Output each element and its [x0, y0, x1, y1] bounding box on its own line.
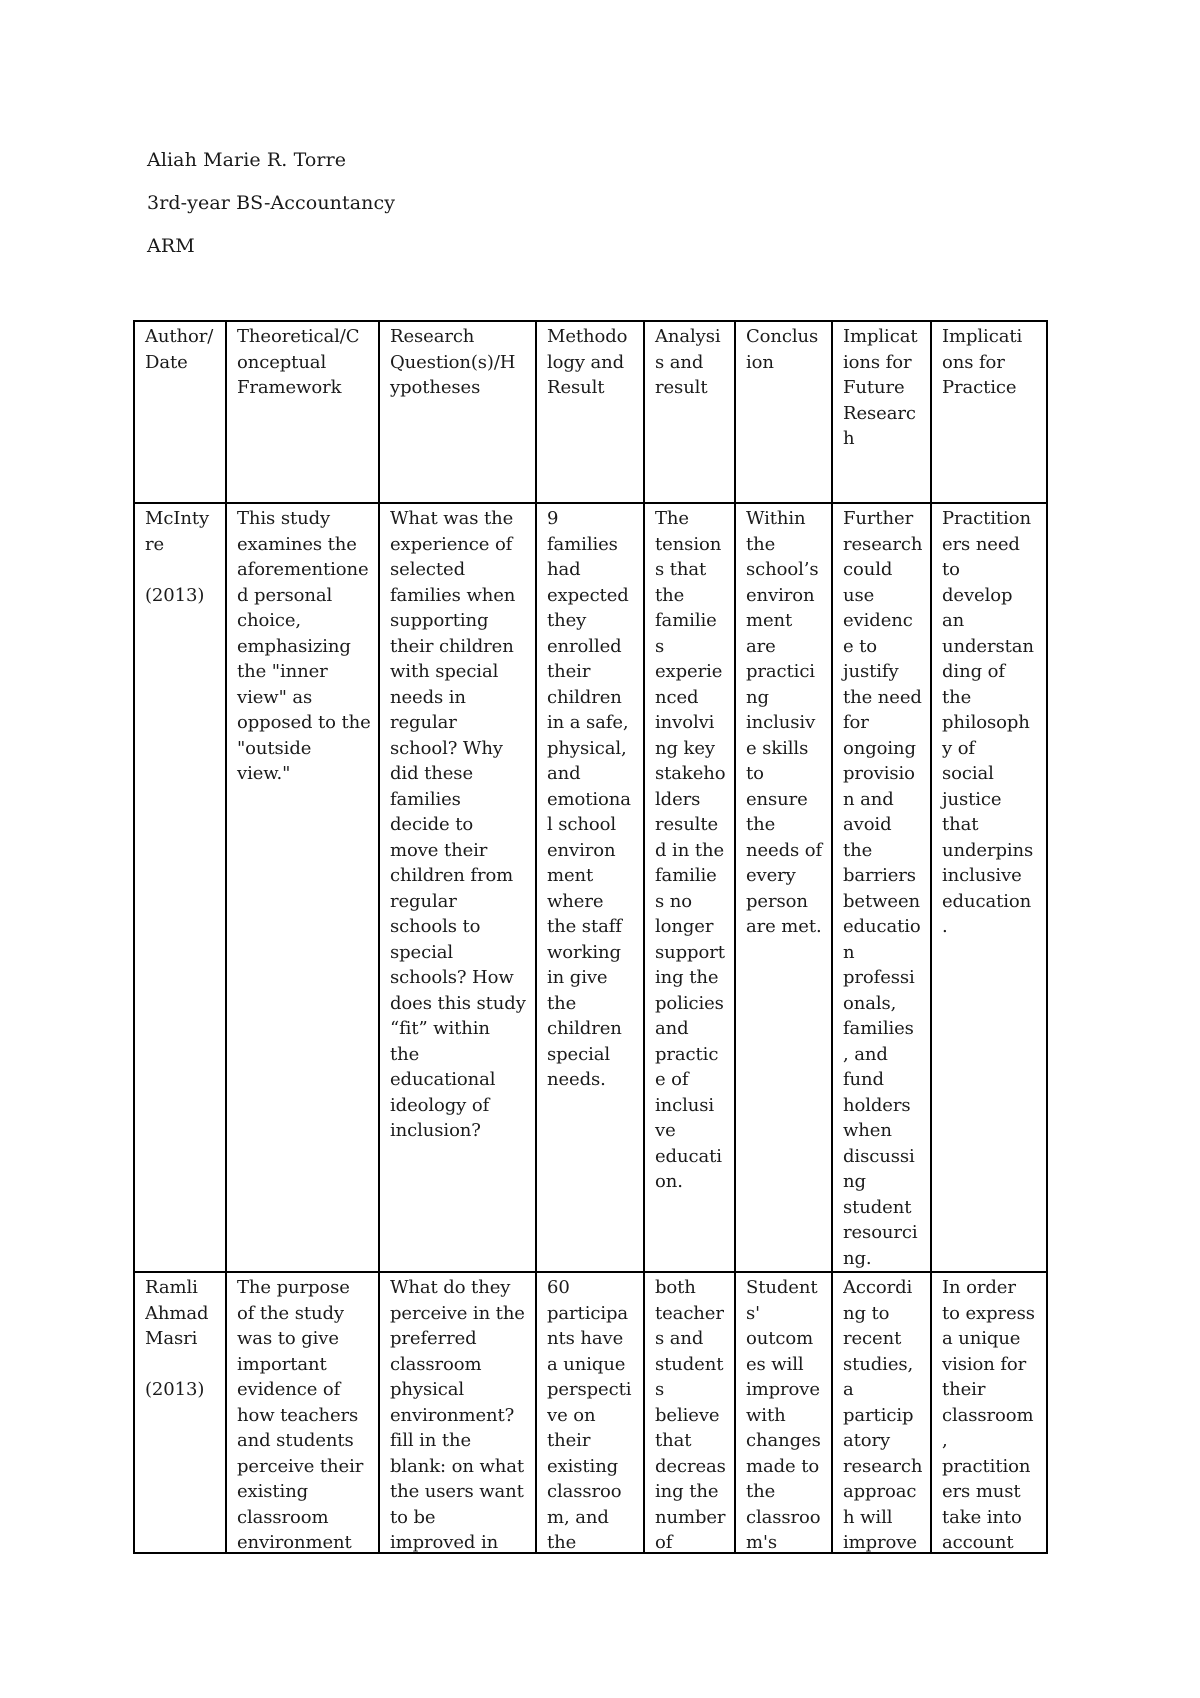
column-header-practice: Implicati ons for Practice: [931, 321, 1047, 503]
table-cell-text: Ramli Ahmad Masri (2013): [145, 1277, 209, 1400]
column-header-author-date: Author/ Date: [134, 321, 226, 503]
author-name: Aliah Marie R. Torre: [147, 149, 347, 171]
table-header-row: [134, 321, 1047, 503]
table-cell: 9 families had expected they enrolled their children in a safe, physical, and emotiona l school environ ment where the staff working in give the children special needs.: [536, 503, 644, 1272]
column-header-conclusion: Conclus ion: [735, 321, 832, 503]
column-header-future-research: Implicat ions for Future Researc h: [832, 321, 931, 503]
table-cell: The tension s that the familie s experie nced involvi ng key stakeho lders resulte d in the familie s no longer support ing the policies and practic e of inclusi ve educati on.: [644, 503, 735, 1272]
table-cell: This study examines the aforementione d personal choice, emphasizing the "inner view" as opposed to the "outside view.": [226, 503, 379, 1272]
table-cell-text: 60 participa nts have a unique perspecti ve on their existing classroo m, and the: [547, 1277, 632, 1552]
table-cell: [536, 1272, 644, 1553]
column-header-framework: Theoretical/C onceptual Framework: [226, 321, 379, 503]
table-row: [134, 1272, 1047, 1553]
course-code: ARM: [147, 235, 195, 257]
table-cell: What was the experience of selected families when supporting their children with special needs in regular school? Why did these families decide to move their children from regular schools to special schools? How does this study “fit” within the educational ideology of inclusion?: [379, 503, 536, 1272]
program-year: 3rd-year BS-Accountancy: [147, 192, 396, 214]
table-cell-text: What do they perceive in the preferred classroom physical environment? fill in the blank: on what the users want to be improved in: [390, 1277, 525, 1552]
table-cell: [226, 1272, 379, 1553]
table-cell: Practition ers need to develop an understan ding of the philosoph y of social justice that underpins inclusive education .: [931, 503, 1047, 1272]
table-cell-text: Student s' outcom es will improve with changes made to the classroo m's: [746, 1277, 821, 1552]
table-cell: Further research could use evidenc e to justify the need for ongoing provisio n and avoid the barriers between educatio n professi onals, families , and fund holders when discussi ng student resourci ng.: [832, 503, 931, 1272]
table-cell-text: Accordi ng to recent studies, a particip atory research approac h will improve: [843, 1277, 923, 1552]
table-cell: McInty re (2013): [134, 503, 226, 1272]
table-cell: [379, 1272, 536, 1553]
table-cell-text: The purpose of the study was to give important evidence of how teachers and students perceive their existing classroom environment: [237, 1277, 364, 1552]
table-cell: Within the school’s environ ment are practici ng inclusiv e skills to ensure the needs of every person are met.: [735, 503, 832, 1272]
column-header-methodology: Methodo logy and Result: [536, 321, 644, 503]
table-cell: [735, 1272, 832, 1553]
table-cell-text: both teacher s and student s believe that decreas ing the number of: [655, 1277, 726, 1552]
table-row: [134, 503, 1047, 1272]
literature-matrix-table: [133, 320, 1048, 1554]
table-cell: [134, 1272, 226, 1553]
table-cell: [644, 1272, 735, 1553]
table-cell-text: In order to express a unique vision for their classroom , practition ers must take into account: [942, 1277, 1035, 1552]
table-cell: [931, 1272, 1047, 1553]
column-header-research-questions: Research Question(s)/H ypotheses: [379, 321, 536, 503]
table-cell: [832, 1272, 931, 1553]
column-header-analysis: Analysi s and result: [644, 321, 735, 503]
